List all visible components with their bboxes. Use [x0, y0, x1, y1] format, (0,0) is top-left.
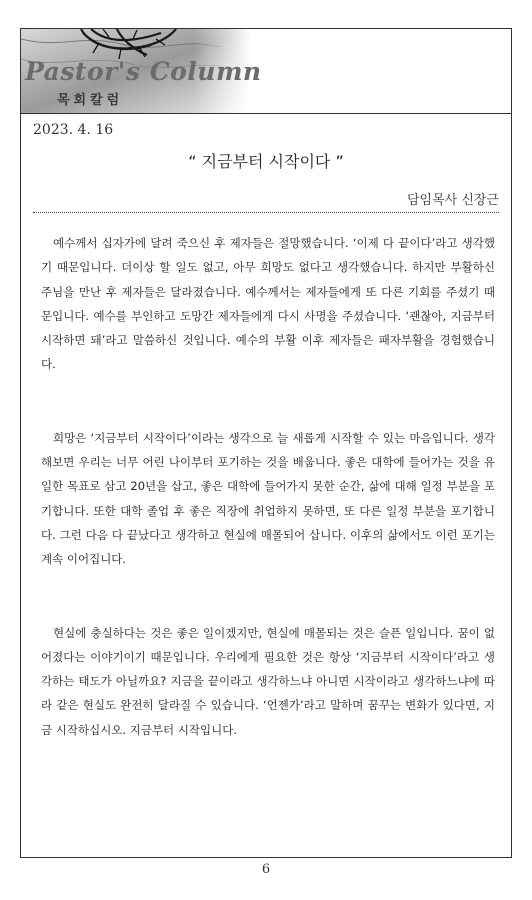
paragraph-1: 예수께서 십자가에 달려 죽으신 후 제자들은 절망했습니다. ‘이제 다 끝이다’라고 생각했기 때문입니다. 더이상 할 일도 없고, 아무 희망도 없다고 생각했습니다. 하지만 부활하신 주님을 만난 후 제자들은 달라졌습니다. 예수께서는 제자들에게 또 다른 기회를 주셨기 때문입니다. 예수를 부인하고 도망간 제자들에게 다시 사명을 주셨습니다. ‘괜찮아, 지금부터 시작하면 돼’라고 말씀하신 것입니다. 예수의 부활 이후 제자들은 패자부활을 경험했습니다. [41, 236, 495, 372]
paragraph-2: 희망은 ‘지금부터 시작이다’이라는 생각으로 늘 새롭게 시작할 수 있는 마음입니다. 생각해보면 우리는 너무 어린 나이부터 포기하는 것을 배웁니다. 좋은 대학에 들어가는 것을 유일한 목표로 삼고 20년을 삽고, 좋은 대학에 들어가지 못한 순간, 삶에 대해 일정 부분을 포기합니다. 또한 대학 졸업 후 좋은 직장에 취업하지 못하면, 또 다른 일정 부분을 포기합니다. 그런 다음 다 끝났다고 생각하고 현실에 매몰되어 삽니다. 이후의 삶에서도 이런 포기는 계속 이어집니다. [41, 430, 495, 567]
column-body [41, 231, 495, 742]
column-date: 2023. 4. 16 [33, 122, 114, 138]
paragraph-3: 현실에 충실하다는 것은 좋은 일이겠지만, 현실에 매몰되는 것은 슬픈 일입니다. 꿈이 없어졌다는 이야기이기 때문입니다. 우리에게 필요한 것은 항상 ‘지금부터 시작이다’라고 생각하는 태도가 아닐까요? 지금을 끝이라고 생각하느냐 아니면 시작이라고 생각하느냐에 따라 같은 현실도 완전히 달라질 수 있습니다. ‘언젠가’라고 말하며 꿈꾸는 변화가 있다면, 지금 시작하십시오. 지금부터 시작입니다. [41, 625, 495, 737]
column-title: “ 지금부터 시작이다 ” [188, 152, 344, 171]
column-banner [21, 29, 511, 114]
column-frame [20, 28, 512, 858]
page-number: 6 [261, 862, 271, 877]
dotted-divider [33, 212, 499, 213]
banner-subtitle: 목회칼럼 [57, 93, 124, 108]
banner-title: Pastor's Column [25, 57, 262, 86]
column-author: 담임목사 신장근 [406, 193, 499, 208]
